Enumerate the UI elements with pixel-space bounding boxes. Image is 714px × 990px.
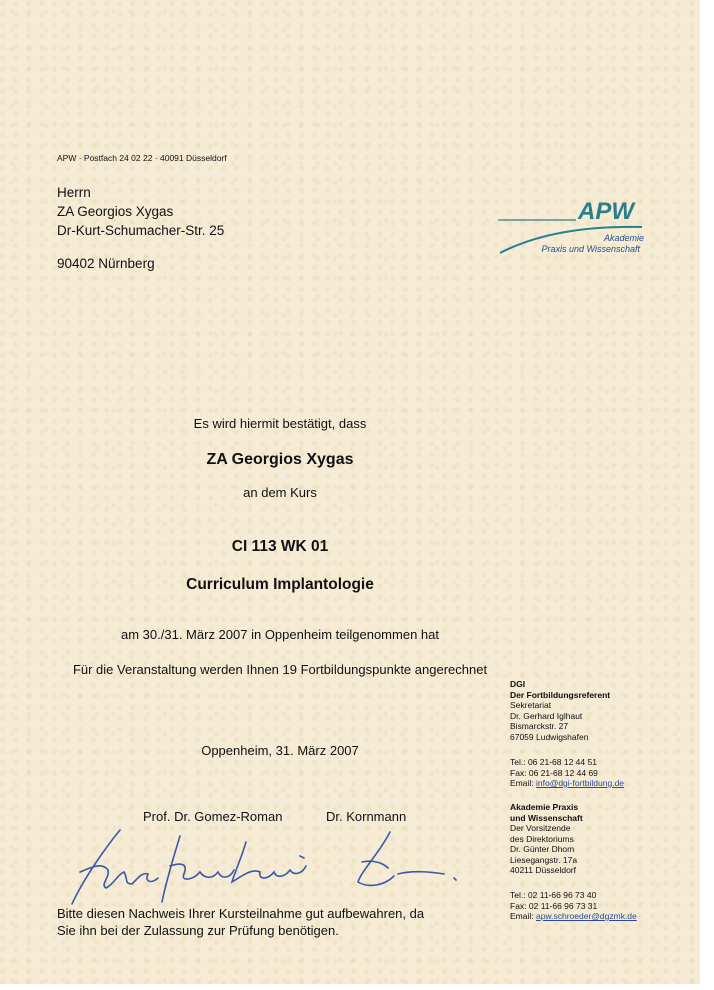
apw-org-line-2: und Wissenschaft <box>510 812 583 823</box>
apw-logo-graphic <box>494 195 654 257</box>
participation-statement: am 30./31. März 2007 in Oppenheim teilgenommen hat <box>121 627 439 642</box>
points-statement: Für die Veranstaltung werden Ihnen 19 Fortbildungspunkte angerechnet <box>72 662 488 677</box>
dgi-title: Der Fortbildungsreferent <box>510 689 611 700</box>
footer-line-1: Bitte diesen Nachweis Ihrer Kursteilnahme gut aufbewahren, da <box>57 906 425 921</box>
confirmation-intro: Es wird hiermit bestätigt, dass <box>193 416 367 431</box>
dgi-line: Bismarckstr. 27 <box>510 721 569 731</box>
recipient-address <box>57 183 224 273</box>
apw-line: Der Vorsitzende <box>510 823 571 833</box>
dgi-org: DGI <box>510 679 526 689</box>
apw-logo <box>494 195 654 257</box>
recipient-street: Dr-Kurt-Schumacher-Str. 25 <box>57 223 225 238</box>
return-address: APW · Postfach 24 02 22 · 40091 Düsseldorf <box>57 153 227 163</box>
apw-line: Dr. Günter Dhom <box>510 844 575 854</box>
apw-contact-details <box>510 890 637 922</box>
dgi-email-link[interactable]: info@dgi-fortbildung.de <box>536 778 625 788</box>
apw-line: des Direktoriums <box>510 833 574 844</box>
recipient-city: 90402 Nürnberg <box>57 256 155 271</box>
location-date: Oppenheim, 31. März 2007 <box>201 743 359 758</box>
apw-email-link[interactable]: apw.schroeder@dgzmk.de <box>536 911 637 921</box>
course-title: Curriculum Implantologie <box>186 576 374 593</box>
dgi-contact-details <box>510 757 624 789</box>
recipient-salutation: Herrn <box>57 185 91 200</box>
apw-fax: Fax: 02 11-66 96 73 31 <box>510 900 598 911</box>
course-code: CI 113 WK 01 <box>231 538 329 555</box>
logo-line2: Praxis und Wissenschaft <box>541 244 640 254</box>
handwritten-signatures <box>62 822 482 912</box>
signatory-2-name: Dr. Kornmann <box>326 809 407 824</box>
recipient-name: ZA Georgios Xygas <box>57 204 174 219</box>
dgi-line: Dr. Gerhard Iglhaut <box>510 710 583 721</box>
footer-note <box>57 905 497 939</box>
apw-contact-block <box>510 802 583 876</box>
apw-email-label: Email: <box>510 911 534 921</box>
dgi-line: 67059 Ludwigshafen <box>510 731 589 742</box>
apw-line: 40211 Düsseldorf <box>510 865 576 875</box>
footer-line-2: Sie ihn bei der Zulassung zur Prüfung benötigen. <box>57 923 339 938</box>
apw-tel: Tel.: 02 11-66 96 73 40 <box>510 890 597 900</box>
participant-name: ZA Georgios Xygas <box>206 451 354 468</box>
dgi-email-label: Email: <box>510 778 534 788</box>
dgi-contact-block <box>510 679 610 742</box>
apw-email-row <box>510 911 637 922</box>
course-intro: an dem Kurs <box>243 485 317 500</box>
logo-text: APW <box>578 198 634 225</box>
apw-line: Liesegangstr. 17a <box>510 854 578 865</box>
dgi-line: Sekretariat <box>510 700 552 710</box>
signatory-1-name: Prof. Dr. Gomez-Roman <box>143 809 283 824</box>
dgi-tel: Tel.: 06 21-68 12 44 51 <box>510 757 597 767</box>
dgi-email-row <box>510 778 624 789</box>
dgi-fax: Fax: 06 21-68 12 44 69 <box>510 767 598 778</box>
signature-graphic <box>62 822 482 912</box>
logo-line1: Akademie <box>603 233 644 243</box>
apw-org-line-1: Akademie Praxis <box>510 802 579 812</box>
